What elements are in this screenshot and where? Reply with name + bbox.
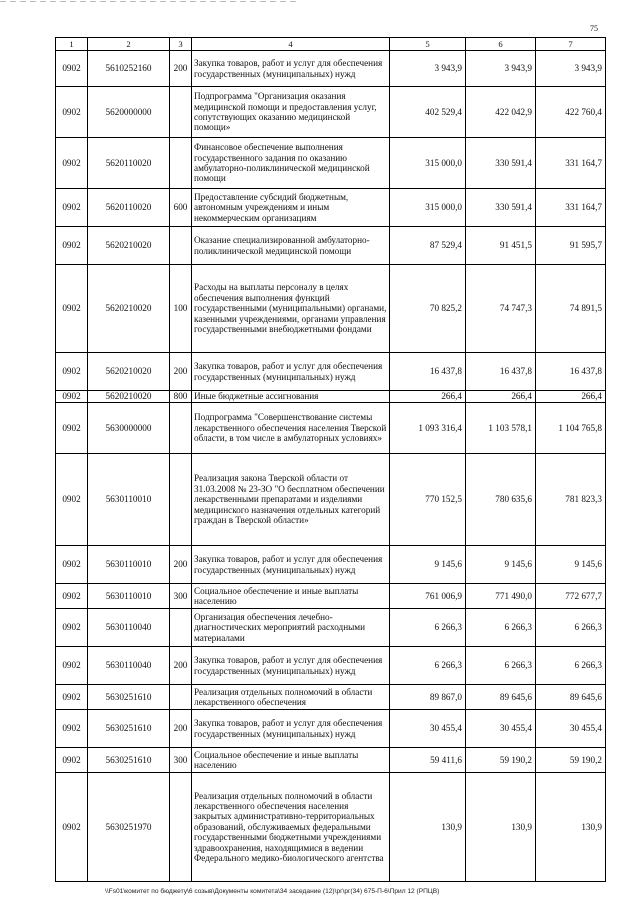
table-row bbox=[56, 454, 606, 546]
section-code-cell: 0902 bbox=[56, 51, 88, 87]
target-article-cell: 5630251970 bbox=[88, 773, 170, 882]
section-code-cell: 0902 bbox=[56, 685, 88, 710]
amount-cell-col5: 9 145,6 bbox=[390, 546, 466, 584]
column-header: 6 bbox=[466, 38, 536, 51]
section-code-cell: 0902 bbox=[56, 647, 88, 685]
amount-cell-col6: 771 490,0 bbox=[466, 584, 536, 609]
page-number: 75 bbox=[590, 24, 598, 33]
section-code-cell: 0902 bbox=[56, 454, 88, 546]
amount-cell-col6: 74 747,3 bbox=[466, 265, 536, 353]
description-cell: Подпрограмма "Совершенствование системы лекарственного обеспечения населения Тверской области, в том числе в амбулаторных условиях» bbox=[192, 403, 390, 454]
expense-type-cell: 200 bbox=[170, 51, 192, 87]
section-code-cell: 0902 bbox=[56, 353, 88, 391]
amount-cell-col6: 3 943,9 bbox=[466, 51, 536, 87]
amount-cell-col7: 16 437,8 bbox=[536, 353, 606, 391]
column-header: 2 bbox=[88, 38, 170, 51]
amount-cell-col5: 1 093 316,4 bbox=[390, 403, 466, 454]
column-header: 3 bbox=[170, 38, 192, 51]
expense-type-cell bbox=[170, 403, 192, 454]
section-code-cell: 0902 bbox=[56, 87, 88, 138]
description-cell: Закупка товаров, работ и услуг для обеспечения государственных (муниципальных) нужд bbox=[192, 353, 390, 391]
file-path-footer: \\Fs01\комитет по бюджету\6 созыв\Документы комитета\34 заседание (12)\рг\рг(34) 675-П-6\Прил 12 (РПЦВ) bbox=[105, 888, 440, 895]
target-article-cell: 5620210020 bbox=[88, 265, 170, 353]
description-cell: Реализация закона Тверской области от 31.03.2008 № 23-ЗО "О бесплатном обеспечении лекарственными препаратами и изделиями медицинского назначения отдельных категорий граждан в Тверской области» bbox=[192, 454, 390, 546]
description-cell: Финансовое обеспечение выполнения государственного задания по оказанию амбулаторно-поликлинической медицинской помощи bbox=[192, 138, 390, 189]
expense-type-cell: 100 bbox=[170, 265, 192, 353]
amount-cell-col7: 422 760,4 bbox=[536, 87, 606, 138]
amount-cell-col7: 59 190,2 bbox=[536, 748, 606, 773]
description-cell: Закупка товаров, работ и услуг для обеспечения государственных (муниципальных) нужд bbox=[192, 546, 390, 584]
description-cell: Иные бюджетные ассигнования bbox=[192, 391, 390, 403]
amount-cell-col5: 16 437,8 bbox=[390, 353, 466, 391]
table-row bbox=[56, 546, 606, 584]
section-code-cell: 0902 bbox=[56, 227, 88, 265]
expense-type-cell: 300 bbox=[170, 584, 192, 609]
target-article-cell: 5630251610 bbox=[88, 748, 170, 773]
target-article-cell: 5630110010 bbox=[88, 454, 170, 546]
amount-cell-col7: 3 943,9 bbox=[536, 51, 606, 87]
section-code-cell: 0902 bbox=[56, 773, 88, 882]
expense-type-cell bbox=[170, 454, 192, 546]
amount-cell-col7: 6 266,3 bbox=[536, 647, 606, 685]
amount-cell-col7: 781 823,3 bbox=[536, 454, 606, 546]
column-header: 7 bbox=[536, 38, 606, 51]
expense-type-cell: 200 bbox=[170, 647, 192, 685]
target-article-cell: 5620110020 bbox=[88, 138, 170, 189]
description-cell: Социальное обеспечение и иные выплаты населению bbox=[192, 748, 390, 773]
amount-cell-col7: 91 595,7 bbox=[536, 227, 606, 265]
table-row bbox=[56, 189, 606, 227]
target-article-cell: 5620210020 bbox=[88, 391, 170, 403]
expense-type-cell bbox=[170, 227, 192, 265]
amount-cell-col6: 780 635,6 bbox=[466, 454, 536, 546]
budget-table bbox=[55, 37, 606, 882]
amount-cell-col6: 130,9 bbox=[466, 773, 536, 882]
amount-cell-col6: 9 145,6 bbox=[466, 546, 536, 584]
expense-type-cell: 200 bbox=[170, 353, 192, 391]
target-article-cell: 5630110040 bbox=[88, 609, 170, 647]
section-code-cell: 0902 bbox=[56, 265, 88, 353]
amount-cell-col5: 315 000,0 bbox=[390, 189, 466, 227]
description-cell: Реализация отдельных полномочий в области лекарственного обеспечения bbox=[192, 685, 390, 710]
amount-cell-col6: 6 266,3 bbox=[466, 609, 536, 647]
table-row bbox=[56, 138, 606, 189]
amount-cell-col7: 331 164,7 bbox=[536, 189, 606, 227]
section-code-cell: 0902 bbox=[56, 609, 88, 647]
description-cell: Закупка товаров, работ и услуг для обеспечения государственных (муниципальных) нужд bbox=[192, 710, 390, 748]
target-article-cell: 5610252160 bbox=[88, 51, 170, 87]
table-row bbox=[56, 403, 606, 454]
table-row bbox=[56, 584, 606, 609]
amount-cell-col5: 266,4 bbox=[390, 391, 466, 403]
table-row bbox=[56, 353, 606, 391]
section-code-cell: 0902 bbox=[56, 584, 88, 609]
target-article-cell: 5630251610 bbox=[88, 685, 170, 710]
description-cell: Реализация отдельных полномочий в области лекарственного обеспечения населения закрытых административно-территориальных образований, обслуживаемых федеральными государственными бюджетными учреждениями здравоохранения, находящимися в ведении Федерального медико-биологического агентства bbox=[192, 773, 390, 882]
scan-artifact-line bbox=[0, 1, 300, 2]
expense-type-cell: 600 bbox=[170, 189, 192, 227]
column-header: 1 bbox=[56, 38, 88, 51]
target-article-cell: 5630251610 bbox=[88, 710, 170, 748]
amount-cell-col5: 59 411,6 bbox=[390, 748, 466, 773]
table-row bbox=[56, 748, 606, 773]
amount-cell-col5: 70 825,2 bbox=[390, 265, 466, 353]
expense-type-cell: 800 bbox=[170, 391, 192, 403]
amount-cell-col7: 74 891,5 bbox=[536, 265, 606, 353]
section-code-cell: 0902 bbox=[56, 391, 88, 403]
amount-cell-col5: 130,9 bbox=[390, 773, 466, 882]
section-code-cell: 0902 bbox=[56, 546, 88, 584]
amount-cell-col6: 59 190,2 bbox=[466, 748, 536, 773]
amount-cell-col6: 422 042,9 bbox=[466, 87, 536, 138]
amount-cell-col5: 3 943,9 bbox=[390, 51, 466, 87]
section-code-cell: 0902 bbox=[56, 710, 88, 748]
table-row bbox=[56, 87, 606, 138]
table-row bbox=[56, 51, 606, 87]
section-code-cell: 0902 bbox=[56, 748, 88, 773]
table-row bbox=[56, 685, 606, 710]
amount-cell-col5: 770 152,5 bbox=[390, 454, 466, 546]
amount-cell-col6: 91 451,5 bbox=[466, 227, 536, 265]
table-row bbox=[56, 265, 606, 353]
amount-cell-col7: 89 645,6 bbox=[536, 685, 606, 710]
amount-cell-col6: 6 266,3 bbox=[466, 647, 536, 685]
column-header: 4 bbox=[192, 38, 390, 51]
amount-cell-col7: 9 145,6 bbox=[536, 546, 606, 584]
expense-type-cell: 300 bbox=[170, 748, 192, 773]
amount-cell-col7: 30 455,4 bbox=[536, 710, 606, 748]
column-header: 5 bbox=[390, 38, 466, 51]
table-row bbox=[56, 227, 606, 265]
description-cell: Расходы на выплаты персоналу в целях обеспечения выполнения функций государственными (муниципальными) органами, казенными учреждениями, органами управления государственными внебюджетными фондами bbox=[192, 265, 390, 353]
amount-cell-col5: 761 006,9 bbox=[390, 584, 466, 609]
amount-cell-col5: 315 000,0 bbox=[390, 138, 466, 189]
table-row bbox=[56, 391, 606, 403]
expense-type-cell bbox=[170, 609, 192, 647]
amount-cell-col5: 30 455,4 bbox=[390, 710, 466, 748]
amount-cell-col6: 1 103 578,1 bbox=[466, 403, 536, 454]
amount-cell-col6: 330 591,4 bbox=[466, 189, 536, 227]
description-cell: Закупка товаров, работ и услуг для обеспечения государственных (муниципальных) нужд bbox=[192, 51, 390, 87]
target-article-cell: 5620210020 bbox=[88, 353, 170, 391]
expense-type-cell bbox=[170, 87, 192, 138]
table-row bbox=[56, 710, 606, 748]
target-article-cell: 5630110040 bbox=[88, 647, 170, 685]
amount-cell-col6: 16 437,8 bbox=[466, 353, 536, 391]
description-cell: Организация обеспечения лечебно-диагностических мероприятий расходными материалами bbox=[192, 609, 390, 647]
expense-type-cell: 200 bbox=[170, 710, 192, 748]
target-article-cell: 5620210020 bbox=[88, 227, 170, 265]
amount-cell-col7: 130,9 bbox=[536, 773, 606, 882]
amount-cell-col6: 30 455,4 bbox=[466, 710, 536, 748]
section-code-cell: 0902 bbox=[56, 403, 88, 454]
amount-cell-col5: 87 529,4 bbox=[390, 227, 466, 265]
amount-cell-col7: 772 677,7 bbox=[536, 584, 606, 609]
target-article-cell: 5620000000 bbox=[88, 87, 170, 138]
description-cell: Оказание специализированной амбулаторно-поликлинической медицинской помощи bbox=[192, 227, 390, 265]
section-code-cell: 0902 bbox=[56, 138, 88, 189]
target-article-cell: 5630110010 bbox=[88, 546, 170, 584]
table-row bbox=[56, 647, 606, 685]
table-row bbox=[56, 773, 606, 882]
amount-cell-col6: 89 645,6 bbox=[466, 685, 536, 710]
target-article-cell: 5630110010 bbox=[88, 584, 170, 609]
amount-cell-col6: 330 591,4 bbox=[466, 138, 536, 189]
description-cell: Закупка товаров, работ и услуг для обеспечения государственных (муниципальных) нужд bbox=[192, 647, 390, 685]
column-number-row bbox=[56, 38, 606, 51]
amount-cell-col5: 6 266,3 bbox=[390, 647, 466, 685]
amount-cell-col5: 89 867,0 bbox=[390, 685, 466, 710]
section-code-cell: 0902 bbox=[56, 189, 88, 227]
description-cell: Социальное обеспечение и иные выплаты населению bbox=[192, 584, 390, 609]
description-cell: Предоставление субсидий бюджетным, автономным учреждениям и иным некоммерческим организациям bbox=[192, 189, 390, 227]
target-article-cell: 5630000000 bbox=[88, 403, 170, 454]
amount-cell-col7: 266,4 bbox=[536, 391, 606, 403]
amount-cell-col5: 402 529,4 bbox=[390, 87, 466, 138]
expense-type-cell: 200 bbox=[170, 546, 192, 584]
target-article-cell: 5620110020 bbox=[88, 189, 170, 227]
amount-cell-col7: 331 164,7 bbox=[536, 138, 606, 189]
amount-cell-col7: 6 266,3 bbox=[536, 609, 606, 647]
description-cell: Подпрограмма "Организация оказания медицинской помощи и предоставления услуг, сопутствующих оказанию медицинской помощи» bbox=[192, 87, 390, 138]
expense-type-cell bbox=[170, 685, 192, 710]
expense-type-cell bbox=[170, 773, 192, 882]
amount-cell-col5: 6 266,3 bbox=[390, 609, 466, 647]
amount-cell-col7: 1 104 765,8 bbox=[536, 403, 606, 454]
table-row bbox=[56, 609, 606, 647]
amount-cell-col6: 266,4 bbox=[466, 391, 536, 403]
expense-type-cell bbox=[170, 138, 192, 189]
